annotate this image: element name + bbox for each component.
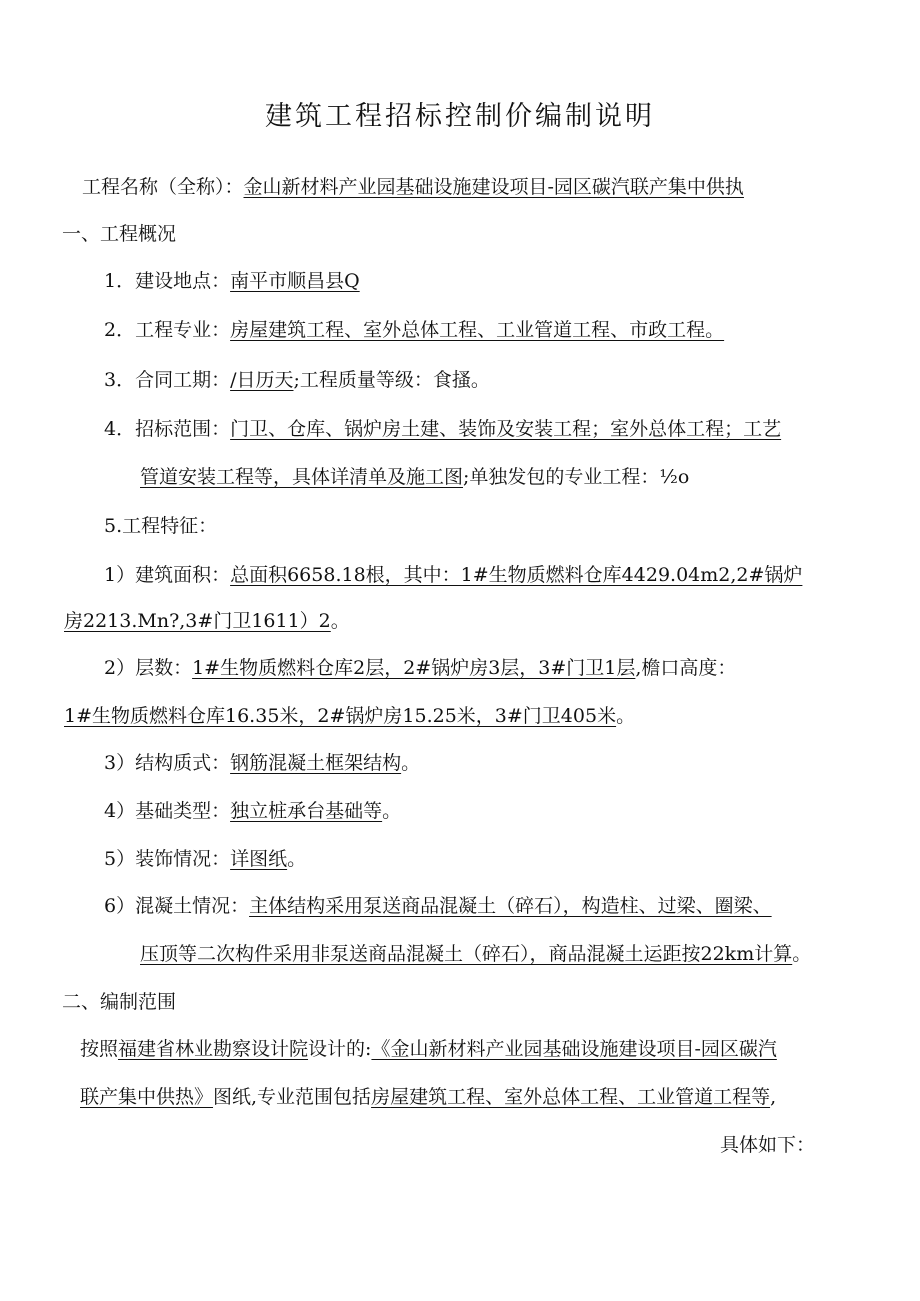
concrete-value-line1: 主体结构采用泵送商品混凝土（碎石），构造柱、过梁、圈梁、 (249, 895, 772, 917)
bid-scope-line1 (104, 416, 781, 442)
concrete-label: 6）混凝土情况： (104, 895, 250, 917)
concrete-line1 (104, 893, 772, 919)
project-name-line (82, 174, 744, 200)
period: 。 (382, 800, 402, 822)
quality-label: ;工程质量等级： (293, 369, 433, 391)
concrete-line2 (140, 941, 811, 967)
eave-height-label: ,檐口高度： (635, 657, 737, 679)
building-area-value-line2: 房2213.Mn?,3#门卫1611）2 (64, 610, 331, 632)
structure-label: 3）结构质式： (104, 752, 231, 774)
decoration-line (104, 846, 306, 872)
separate-contract-value: ½o (659, 466, 690, 488)
section2-heading: 二、编制范围 (62, 991, 177, 1013)
bid-scope-line2 (140, 464, 689, 490)
comma: , (770, 1086, 777, 1108)
contract-period-line (104, 367, 490, 393)
floors-label: 2）层数： (104, 657, 193, 679)
building-area-line2 (64, 608, 350, 634)
document-title: 建筑工程招标控制价编制说明 (265, 101, 655, 132)
bid-scope-value-line2: 管道安装工程等，具体详清单及施工图 (140, 466, 464, 488)
scope-prefix: 按照 (80, 1038, 119, 1060)
drawing-title-line2: 联产集中供热》 (80, 1086, 214, 1108)
building-area-value-line1: 总面积6658.18根，其中：1#生物质燃料仓库4429.04m2,2#锅炉 (230, 564, 803, 586)
period: 。 (616, 705, 636, 727)
scope-value: 房屋建筑工程、室外总体工程、工业管道工程等 (371, 1086, 771, 1108)
period: 。 (792, 943, 812, 965)
floors-value: 1#生物质燃料仓库2层，2#锅炉房3层，3#门卫1层 (192, 657, 636, 679)
bid-scope-value-line1: 门卫、仓库、锅炉房土建、装饰及安装工程；室外总体工程；工艺 (230, 418, 782, 440)
project-name-value: 金山新材料产业园基础设施建设项目-园区碳汽联产集中供执 (243, 176, 744, 198)
contract-period-label: 3．合同工期： (104, 369, 231, 391)
building-area-line1 (104, 562, 802, 588)
closing-text: 具体如下： (720, 1134, 816, 1156)
specialty-value: 房屋建筑工程、室外总体工程、工业管道工程、市政工程。 (230, 319, 725, 341)
decoration-value: 详图纸 (230, 848, 288, 870)
period: 。 (401, 752, 421, 774)
bid-scope-label: 4．招标范围： (104, 418, 231, 440)
structure-line (104, 750, 420, 776)
site-location-value: 南平市顺昌县Q (230, 270, 360, 292)
specialty-line (104, 317, 724, 343)
separate-contract-label: ;单独发包的专业工程： (463, 466, 660, 488)
concrete-value-line2: 压顶等二次构件采用非泵送商品混凝土（碎石），商品混凝土运距按22km计算 (140, 943, 793, 965)
designer-name: 福建省林业勘察设计院 (118, 1038, 309, 1060)
eave-height-value: 1#生物质燃料仓库16.35米，2#锅炉房15.25米，3#门卫405米 (64, 705, 617, 727)
scope-paragraph-line1 (80, 1036, 777, 1062)
scope-mid: 设计的: (308, 1038, 372, 1060)
site-location-label: 1．建设地点： (104, 270, 231, 292)
foundation-line (104, 798, 401, 824)
features-heading: 5.工程特征： (104, 515, 218, 537)
foundation-label: 4）基础类型： (104, 800, 231, 822)
floors-line2 (64, 703, 635, 729)
building-area-label: 1）建筑面积： (104, 564, 231, 586)
contract-period-value: /日历天 (230, 369, 294, 391)
specialty-label: 2．工程专业： (104, 319, 231, 341)
section1-heading: 一、工程概况 (62, 223, 177, 245)
structure-value: 钢筋混凝土框架结构 (230, 752, 402, 774)
floors-line1 (104, 655, 736, 681)
project-name-label: 工程名称（全称）： (82, 176, 244, 198)
decoration-label: 5）装饰情况： (104, 848, 231, 870)
period: 。 (287, 848, 307, 870)
drawing-title-line1: 《金山新材料产业园基础设施建设项目-园区碳汽 (371, 1038, 777, 1060)
scope-paragraph-line2 (80, 1084, 776, 1110)
quality-value: 食搔。 (432, 369, 490, 391)
site-location-line (104, 268, 360, 294)
scope-mid2: 图纸,专业范围包括 (213, 1086, 372, 1108)
period: 。 (330, 610, 350, 632)
foundation-value: 独立桩承台基础等 (230, 800, 383, 822)
